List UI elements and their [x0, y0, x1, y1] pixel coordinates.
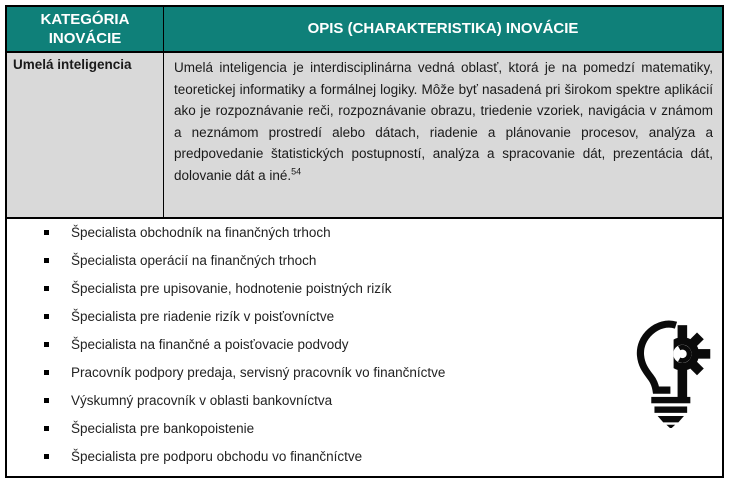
occupation-item [44, 336, 445, 354]
occupation-label: Špecialista pre upisovanie, hodnotenie poistných rizík [71, 281, 392, 296]
category-cell [7, 53, 164, 217]
square-bullet-icon [44, 258, 49, 263]
occupation-item [44, 280, 445, 298]
header-cell-kategoria [7, 7, 164, 51]
occupation-label: Špecialista pre bankopoistenie [71, 421, 255, 436]
occupation-item [44, 252, 445, 270]
square-bullet-icon [44, 314, 49, 319]
occupation-label: Špecialista operácií na finančných trhoch [71, 253, 317, 268]
occupation-label: Špecialista na finančné a poisťovacie podvody [71, 337, 349, 352]
description-cell [164, 53, 722, 217]
occupation-item [44, 420, 445, 438]
occupation-item [44, 392, 445, 410]
occupation-item [44, 308, 445, 326]
occupations-row [7, 219, 722, 476]
occupation-item [44, 224, 445, 242]
square-bullet-icon [44, 286, 49, 291]
square-bullet-icon [44, 342, 49, 347]
square-bullet-icon [44, 426, 49, 431]
occupation-label: Pracovník podpory predaja, servisný pracovník vo finančníctve [71, 365, 446, 380]
square-bullet-icon [44, 370, 49, 375]
innovation-lightbulb-gear-icon [631, 318, 713, 428]
occupation-label: Výskumný pracovník v oblasti bankovníctva [71, 393, 333, 408]
square-bullet-icon [44, 398, 49, 403]
footnote-reference: 54 [291, 166, 302, 177]
description-paragraph [174, 57, 713, 186]
table-header-row [7, 7, 722, 53]
header-cell-opis [164, 7, 722, 51]
category-row [7, 53, 722, 219]
category-label: Umelá inteligencia [13, 57, 132, 73]
occupation-item [44, 448, 445, 466]
occupations-list [7, 219, 445, 476]
header-kategoria-label: KATEGÓRIA INOVÁCIE [40, 10, 130, 48]
description-text: Umelá inteligencia je interdisciplinárna vedná oblasť, ktorá je na pomedzí matematiky, teoretickej informatiky a formálnej logiky. Môže byť nasadená pri širokom spektre aplikácií ako je rozpoznávanie reči, rozpoznávanie obrazu, triedenie vzoriek, navigácia v známom a neznámom prostredí alebo dátach, riadenie a plánovanie procesov, analýza a predpovedanie štatistických postupností, analýza a spracovanie dát, prezentácia dát, dolovanie dát a iné. [174, 60, 713, 183]
occupation-label: Špecialista obchodník na finančných trhoch [71, 225, 331, 240]
header-opis-label: OPIS (CHARAKTERISTIKA) INOVÁCIE [307, 20, 579, 38]
occupation-item [44, 364, 445, 382]
innovation-table [5, 5, 724, 478]
occupation-label: Špecialista pre podporu obchodu vo finančníctve [71, 449, 363, 464]
square-bullet-icon [44, 230, 49, 235]
square-bullet-icon [44, 454, 49, 459]
occupation-label: Špecialista pre riadenie rizík v poisťovníctve [71, 309, 335, 324]
